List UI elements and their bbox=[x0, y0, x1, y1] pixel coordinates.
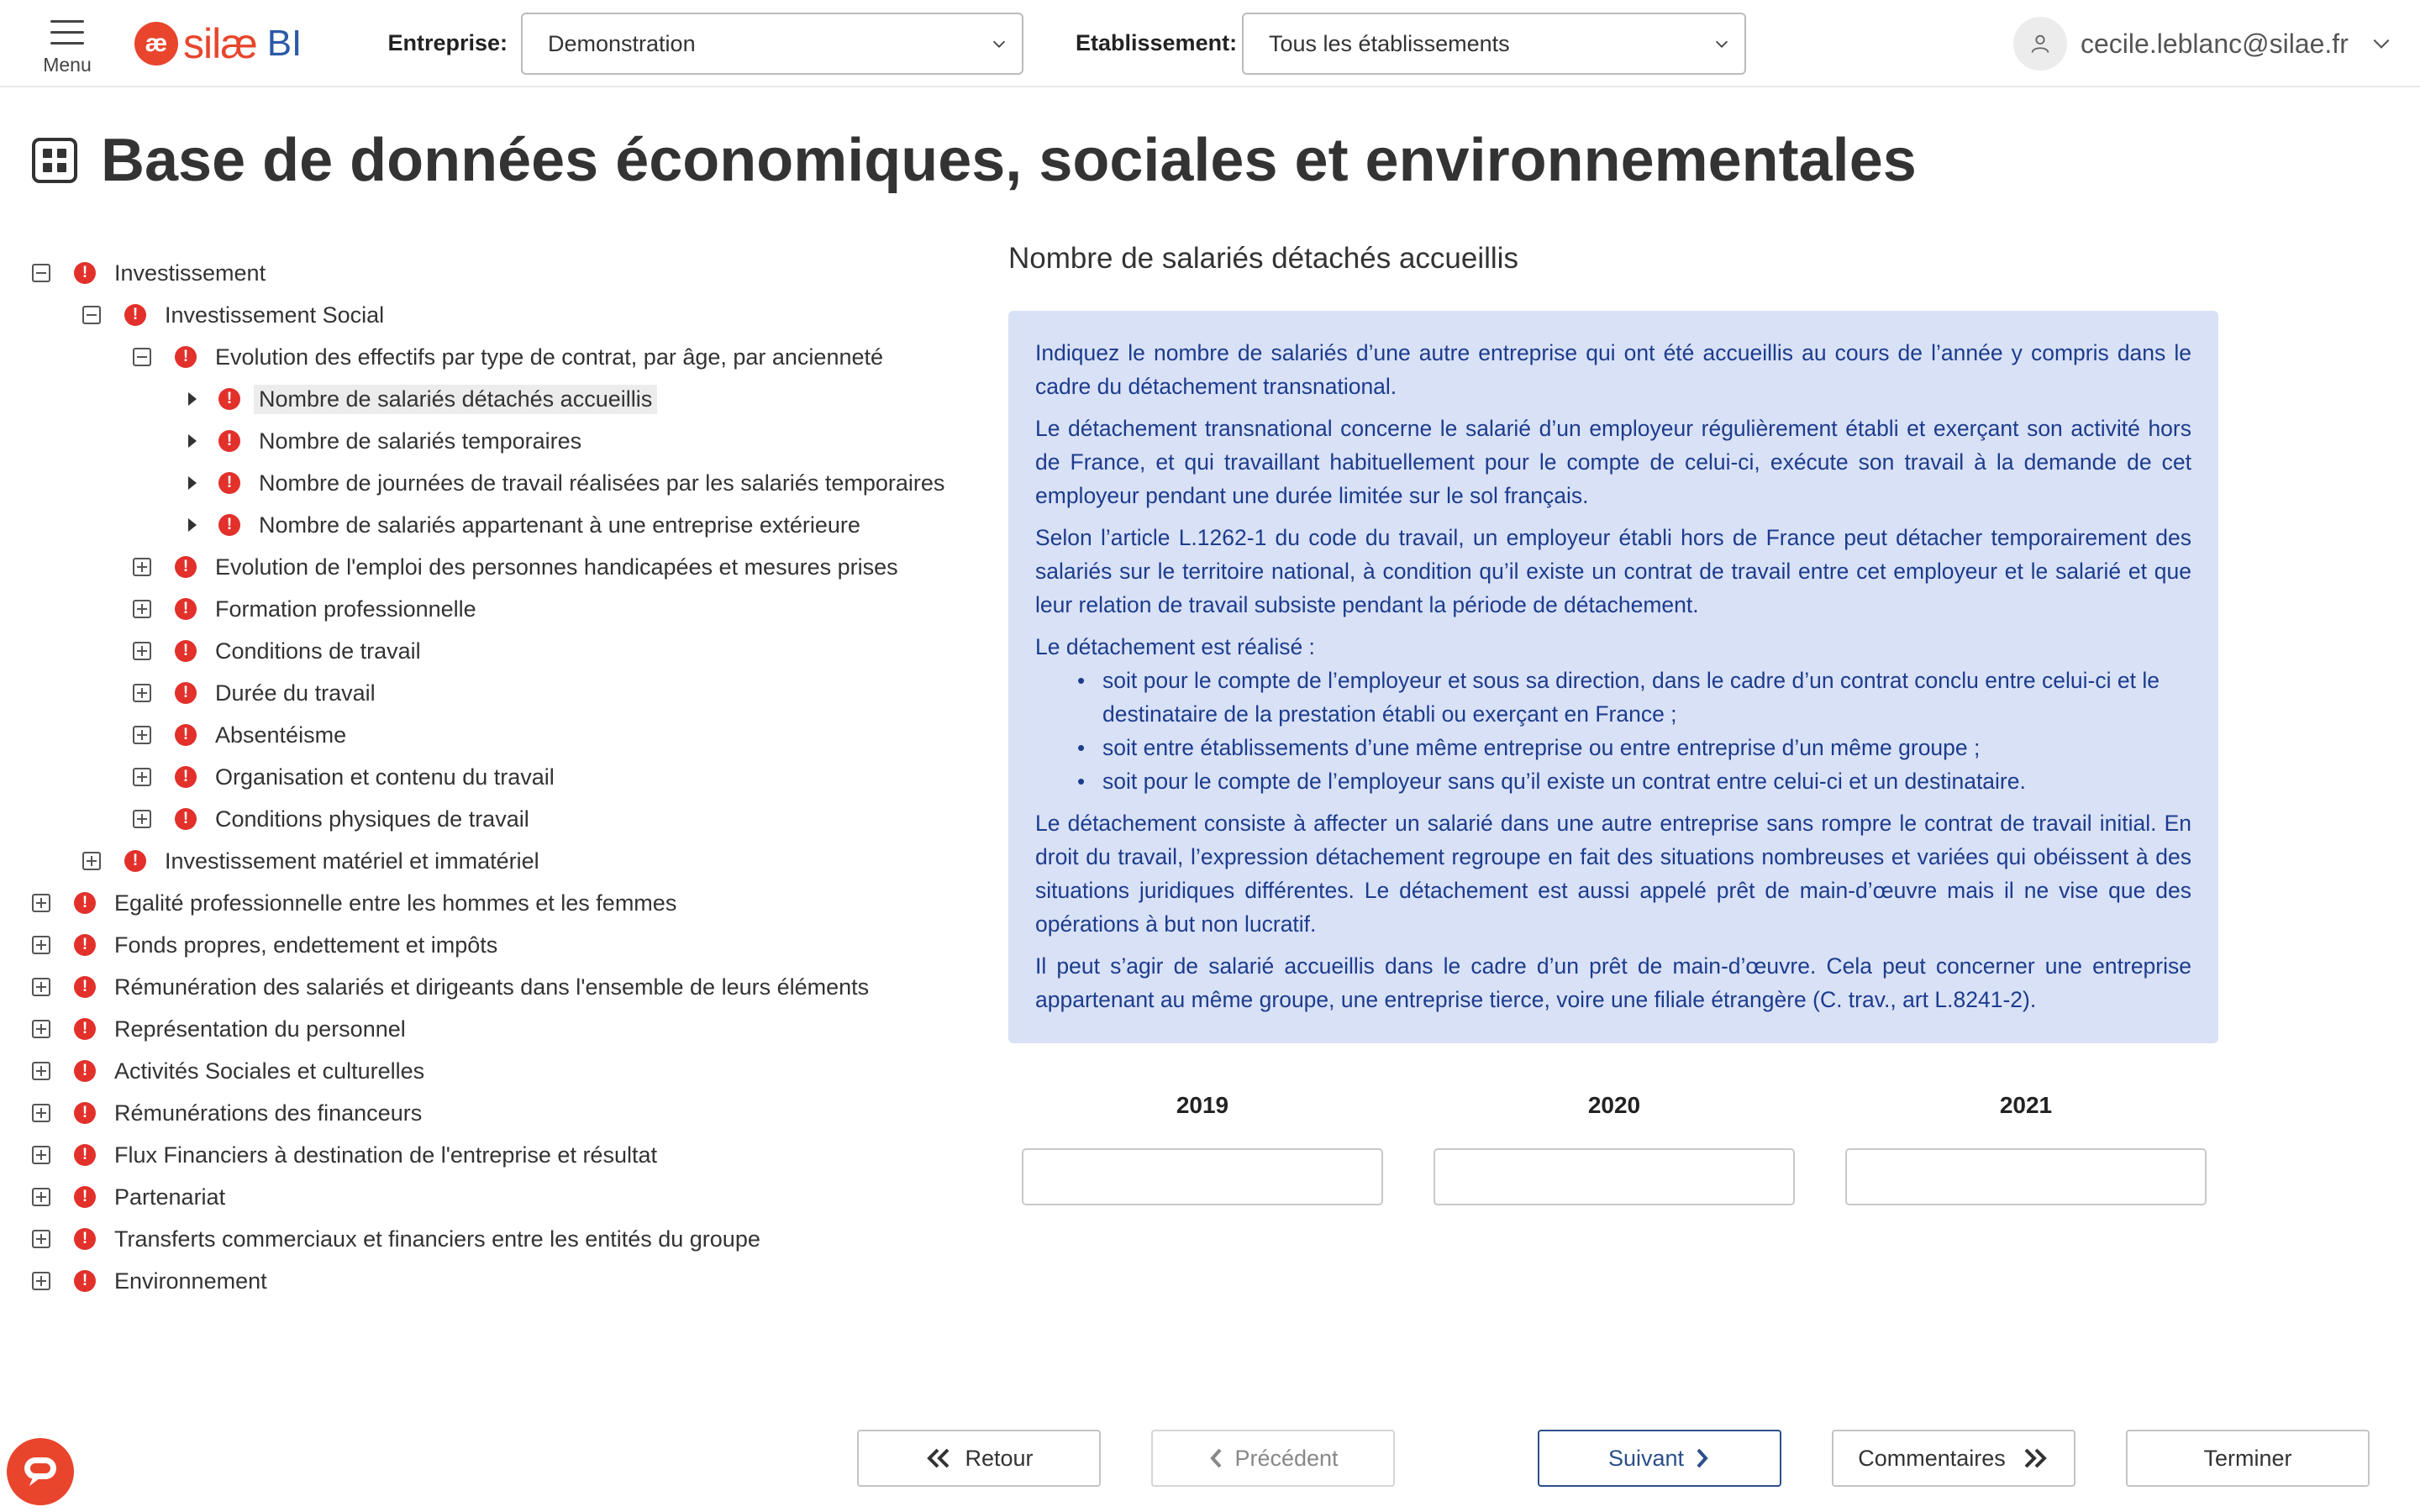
expand-icon[interactable] bbox=[32, 1230, 50, 1248]
year-label-2019: 2019 bbox=[1176, 1092, 1229, 1118]
tree-item[interactable] bbox=[133, 717, 346, 753]
tree-item[interactable] bbox=[32, 1095, 422, 1131]
etablissement-select[interactable] bbox=[1242, 13, 1746, 75]
info-bullet: • soit pour le compte de l’employeur et sous sa direction, dans le cadre d’un contrat conclu entre celui-ci et le destinataire de la prestation établi ou exerçant en France ; bbox=[1102, 664, 2191, 731]
caret-right-icon[interactable] bbox=[188, 434, 197, 448]
tree-item-label: Fonds propres, endettement et impôts bbox=[114, 932, 498, 958]
tree-item-label: Conditions physiques de travail bbox=[215, 806, 529, 832]
expand-icon[interactable] bbox=[32, 1104, 50, 1122]
chat-button[interactable] bbox=[7, 1438, 74, 1505]
tree-item[interactable] bbox=[133, 591, 476, 627]
menu-label: Menu bbox=[43, 54, 92, 76]
page-title: Base de données économiques, sociales et environnementales bbox=[101, 127, 1917, 194]
tree-item-label: Rémunération des salariés et dirigeants dans l'ensemble de leurs éléments bbox=[114, 974, 870, 1000]
tree-item[interactable] bbox=[133, 759, 555, 795]
tree-item-label: Conditions de travail bbox=[215, 638, 421, 664]
suivant-button[interactable] bbox=[1538, 1430, 1781, 1487]
etablissement-label: Etablissement: bbox=[1076, 30, 1238, 55]
warning-icon: ! bbox=[175, 598, 197, 620]
expand-icon[interactable] bbox=[133, 810, 151, 828]
info-paragraph: Il peut s’agir de salarié accueillis dans le cadre d’un prêt de main-d’œuvre. Cela peut concerner une entreprise appartenant au même groupe, une entreprise tierce, voire une filiale étrangère (C. trav., art L.8241-2). bbox=[1035, 953, 2191, 1012]
section-title: Nombre de salariés détachés accueillis bbox=[1008, 242, 1518, 275]
expand-icon[interactable] bbox=[32, 1020, 50, 1038]
collapse-icon[interactable] bbox=[82, 306, 101, 324]
warning-icon: ! bbox=[74, 1228, 96, 1250]
chevron-down-icon bbox=[2370, 33, 2392, 55]
expand-icon[interactable] bbox=[82, 852, 101, 870]
warning-icon: ! bbox=[74, 262, 96, 284]
info-paragraph: Indiquez le nombre de salariés d’une autre entreprise qui ont été accueillis au cours de l’année y compris dans le cadre du détachement transnational. bbox=[1035, 340, 2191, 399]
warning-icon: ! bbox=[74, 1018, 96, 1040]
tree-item-label: Egalité professionnelle entre les hommes et les femmes bbox=[114, 890, 677, 916]
tree-item[interactable] bbox=[82, 297, 384, 333]
commentaires-label: Commentaires bbox=[1858, 1445, 2006, 1471]
warning-icon: ! bbox=[175, 766, 197, 788]
year-input-2021[interactable] bbox=[1845, 1148, 2207, 1205]
commentaires-button[interactable] bbox=[1832, 1430, 2075, 1487]
info-paragraph: Le détachement transnational concerne le salarié d’un employeur régulièrement établi et exerçant son activité hors de France, et qui travaillant habituellement pour le compte de celui-ci, exécute son travail à la demande de cet employeur pendant une durée limitée sur le sol français. bbox=[1035, 416, 2191, 508]
info-paragraph: Le détachement est réalisé : bbox=[1035, 634, 1315, 659]
warning-icon: ! bbox=[218, 388, 240, 410]
hamburger-icon bbox=[50, 20, 84, 45]
expand-icon[interactable] bbox=[133, 726, 151, 744]
year-label-2021: 2021 bbox=[1999, 1092, 2053, 1118]
top-header bbox=[0, 0, 2420, 87]
tree-item[interactable] bbox=[82, 843, 539, 879]
retour-label: Retour bbox=[965, 1445, 1034, 1471]
caret-right-icon[interactable] bbox=[188, 392, 197, 406]
entreprise-value: Demonstration bbox=[548, 30, 696, 56]
navigation-tree bbox=[0, 252, 945, 1310]
caret-right-icon[interactable] bbox=[188, 476, 197, 490]
tree-item-label: Investissement Social bbox=[165, 302, 385, 328]
info-box bbox=[1008, 311, 2218, 1043]
tree-item[interactable] bbox=[32, 255, 266, 291]
tree-item-label: Flux Financiers à destination de l'entreprise et résultat bbox=[114, 1142, 657, 1168]
warning-icon: ! bbox=[175, 724, 197, 746]
tree-item[interactable] bbox=[32, 1263, 267, 1299]
expand-icon[interactable] bbox=[133, 558, 151, 576]
year-input-2020[interactable] bbox=[1434, 1148, 1795, 1205]
page-title-area bbox=[32, 126, 1917, 195]
tree-item-label: Formation professionnelle bbox=[215, 596, 476, 622]
tree-item[interactable] bbox=[32, 927, 497, 963]
tree-item[interactable] bbox=[183, 507, 860, 543]
expand-icon[interactable] bbox=[133, 768, 151, 786]
tree-item[interactable] bbox=[183, 381, 657, 417]
entreprise-label: Entreprise: bbox=[387, 30, 508, 55]
expand-icon[interactable] bbox=[133, 600, 151, 618]
collapse-icon[interactable] bbox=[32, 264, 50, 282]
warning-icon: ! bbox=[74, 1060, 96, 1082]
user-icon bbox=[2013, 17, 2067, 71]
info-paragraph: Le détachement consiste à affecter un salarié dans une autre entreprise sans rompre le contrat de travail initial. En droit du travail, l’expression détachement regroupe en fait des situations nombreuses et variées qui obéissent à des situations juridiques différentes. Le détachement est aussi appelé prêt de main-d’œuvre mais il ne vise que des opérations à but non lucratif. bbox=[1035, 811, 2191, 937]
entreprise-select[interactable] bbox=[521, 13, 1023, 75]
menu-button[interactable] bbox=[34, 17, 101, 77]
tree-item[interactable] bbox=[32, 1137, 657, 1173]
tree-item[interactable] bbox=[32, 1053, 424, 1089]
entreprise-label-clip bbox=[387, 30, 508, 60]
user-email: cecile.leblanc@silae.fr bbox=[2081, 28, 2349, 59]
expand-icon[interactable] bbox=[32, 936, 50, 954]
etablissement-value: Tous les établissements bbox=[1269, 30, 1510, 56]
expand-icon[interactable] bbox=[32, 1188, 50, 1206]
tree-item[interactable] bbox=[183, 423, 581, 459]
warning-icon: ! bbox=[218, 430, 240, 452]
tree-item-label: Nombre de journées de travail réalisées par les salariés temporaires bbox=[259, 470, 945, 496]
warning-icon: ! bbox=[74, 934, 96, 956]
app-logo[interactable] bbox=[134, 18, 302, 69]
warning-icon: ! bbox=[124, 850, 146, 872]
warning-icon: ! bbox=[218, 472, 240, 494]
warning-icon: ! bbox=[74, 1144, 96, 1166]
logo-text: silæ bbox=[183, 20, 257, 67]
terminer-button[interactable] bbox=[2126, 1430, 2370, 1487]
tree-item-label: Organisation et contenu du travail bbox=[215, 764, 555, 790]
tree-item-label: Représentation du personnel bbox=[114, 1016, 406, 1042]
tree-item[interactable] bbox=[32, 1179, 225, 1215]
expand-icon[interactable] bbox=[32, 978, 50, 996]
tree-item[interactable] bbox=[32, 1011, 406, 1047]
tree-item-label: Investissement bbox=[114, 260, 266, 286]
logo-mark: æ bbox=[134, 22, 178, 66]
user-menu[interactable] bbox=[2013, 15, 2392, 72]
tree-item[interactable] bbox=[32, 969, 870, 1005]
expand-icon[interactable] bbox=[32, 1146, 50, 1164]
terminer-label: Terminer bbox=[2203, 1445, 2292, 1471]
warning-icon: ! bbox=[74, 1270, 96, 1292]
info-bullet: • soit pour le compte de l’employeur sans qu’il existe un contrat entre celui-ci et un destinataire. bbox=[1102, 764, 2191, 798]
caret-right-icon[interactable] bbox=[188, 518, 197, 532]
info-bullet: • soit entre établissements d’une même entreprise ou entre entreprise d’un même groupe ; bbox=[1102, 731, 2191, 764]
tree-item[interactable] bbox=[133, 633, 421, 669]
tree-item-label: Investissement matériel et immatériel bbox=[165, 848, 539, 874]
expand-icon[interactable] bbox=[32, 1272, 50, 1290]
info-paragraph: Selon l’article L.1262-1 du code du travail, un employeur établi hors de France peut détacher temporairement des salariés sur le territoire national, à condition qu’il existe un contrat de travail entre cet employeur et le salarié et que leur relation de travail subsiste pendant la période de détachement. bbox=[1035, 525, 2191, 617]
expand-icon[interactable] bbox=[32, 894, 50, 912]
warning-icon: ! bbox=[74, 1186, 96, 1208]
tree-item-label: Transferts commerciaux et financiers entre les entités du groupe bbox=[114, 1226, 760, 1252]
chevron-left-icon bbox=[1207, 1446, 1224, 1470]
tree-item[interactable] bbox=[133, 549, 898, 585]
tree-item-label: Durée du travail bbox=[215, 680, 376, 706]
tree-item-label: Environnement bbox=[114, 1268, 267, 1294]
warning-icon: ! bbox=[175, 808, 197, 830]
warning-icon: ! bbox=[74, 892, 96, 914]
tree-item[interactable] bbox=[133, 675, 376, 711]
year-input-2019[interactable] bbox=[1022, 1148, 1383, 1205]
info-bullet-list bbox=[1102, 664, 2191, 798]
logo-suffix: BI bbox=[266, 23, 302, 64]
warning-icon: ! bbox=[124, 304, 146, 326]
chevron-down-icon bbox=[1712, 34, 1731, 53]
chat-icon bbox=[19, 1451, 61, 1493]
collapse-icon[interactable] bbox=[133, 348, 151, 366]
suivant-label: Suivant bbox=[1607, 1445, 1685, 1471]
year-label-2020: 2020 bbox=[1587, 1092, 1641, 1118]
warning-icon: ! bbox=[218, 514, 240, 536]
tree-item-label: Evolution de l'emploi des personnes handicapées et mesures prises bbox=[215, 554, 898, 580]
retour-button[interactable] bbox=[857, 1430, 1101, 1487]
precedent-label: Précédent bbox=[1234, 1445, 1339, 1471]
tree-item-label: Nombre de salariés temporaires bbox=[259, 428, 582, 454]
tree-item[interactable] bbox=[183, 465, 945, 501]
warning-icon: ! bbox=[175, 682, 197, 704]
tree-item[interactable] bbox=[32, 885, 676, 921]
warning-icon: ! bbox=[175, 640, 197, 662]
warning-icon: ! bbox=[175, 346, 197, 368]
expand-icon[interactable] bbox=[133, 684, 151, 702]
tree-item-label: Nombre de salariés détachés accueillis bbox=[254, 385, 657, 414]
warning-icon: ! bbox=[175, 556, 197, 578]
chevron-down-icon bbox=[990, 34, 1008, 53]
tree-item[interactable] bbox=[133, 339, 884, 375]
tree-item-label: Partenariat bbox=[114, 1184, 226, 1210]
precedent-button[interactable] bbox=[1151, 1430, 1395, 1487]
expand-icon[interactable] bbox=[133, 642, 151, 660]
grid-icon bbox=[32, 138, 77, 183]
chevron-right-icon bbox=[1694, 1446, 1711, 1470]
tree-item-label: Rémunérations des financeurs bbox=[114, 1100, 423, 1126]
warning-icon: ! bbox=[74, 976, 96, 998]
warning-icon: ! bbox=[74, 1102, 96, 1124]
tree-item[interactable] bbox=[32, 1221, 760, 1257]
double-chevron-left-icon bbox=[924, 1446, 953, 1470]
tree-item-label: Evolution des effectifs par type de contrat, par âge, par ancienneté bbox=[215, 344, 884, 370]
tree-item-label: Absentéisme bbox=[215, 722, 347, 748]
tree-item-label: Activités Sociales et culturelles bbox=[114, 1058, 425, 1084]
tree-item-label: Nombre de salariés appartenant à une entreprise extérieure bbox=[259, 512, 860, 538]
expand-icon[interactable] bbox=[32, 1062, 50, 1080]
tree-item[interactable] bbox=[133, 801, 529, 837]
double-chevron-right-icon bbox=[2021, 1446, 2049, 1470]
